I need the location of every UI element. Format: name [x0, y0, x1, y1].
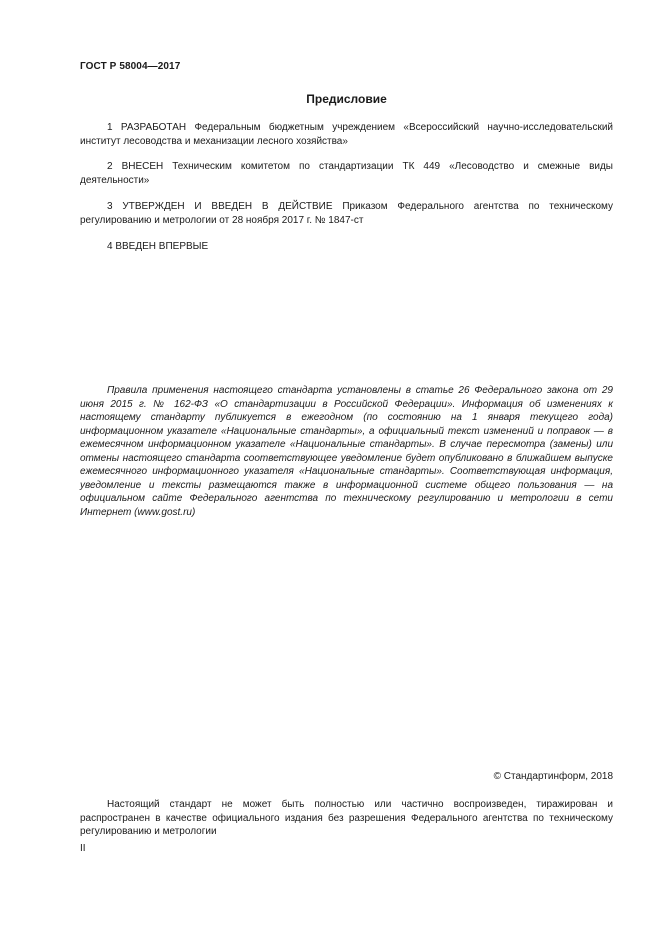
page-title: Предисловие — [306, 92, 387, 106]
preface-item-1: 1 РАЗРАБОТАН Федеральным бюджетным учреждением «Всероссийский научно-исследовательский институт лесоводства и механизации лесного хозяйства» — [80, 122, 613, 147]
page-number: II — [80, 843, 86, 854]
application-rules-notice: Правила применения настоящего стандарта установлены в статье 26 Федерального закона от 29 июня 2015 г. № 162-ФЗ «О стандартизации в Российской Федерации». Информация об изменениях к настоящему стандарту публикуется в ежегодном (по состоянию на 1 января текущего года) информационном указателе «Национальные стандарты», а официальный текст изменений и поправок — в ежемесячном информационном указателе «Национальные стандарты». В случае пересмотра (замены) или отмены настоящего стандарта соответствующее уведомление будет опубликовано в ближайшем выпуске ежемесячного информационного указателя «Национальные стандарты». Соответствующая информация, уведомление и тексты размещаются также в информационной системе общего пользования — на официальном сайте Федерального агентства по техническому регулированию и метрологии в сети Интернет (www.gost.ru) — [80, 385, 613, 518]
reproduction-restriction: Настоящий стандарт не может быть полностью или частично воспроизведен, тиражирован и распространен в качестве официального издания без разрешения Федерального агентства по техническому регулированию и метрологии — [80, 799, 613, 837]
copyright-line: © Стандартинформ, 2018 — [493, 771, 613, 782]
preface-item-2: 2 ВНЕСЕН Техническим комитетом по стандартизации ТК 449 «Лесоводство и смежные виды деятельности» — [80, 161, 613, 186]
document-code: ГОСТ Р 58004—2017 — [80, 61, 181, 72]
preface-item-3: 3 УТВЕРЖДЕН И ВВЕДЕН В ДЕЙСТВИЕ Приказом Федерального агентства по техническому регулированию и метрологии от 28 ноября 2017 г. № 1847-ст — [80, 201, 613, 226]
preface-item-4: 4 ВВЕДЕН ВПЕРВЫЕ — [107, 241, 209, 252]
